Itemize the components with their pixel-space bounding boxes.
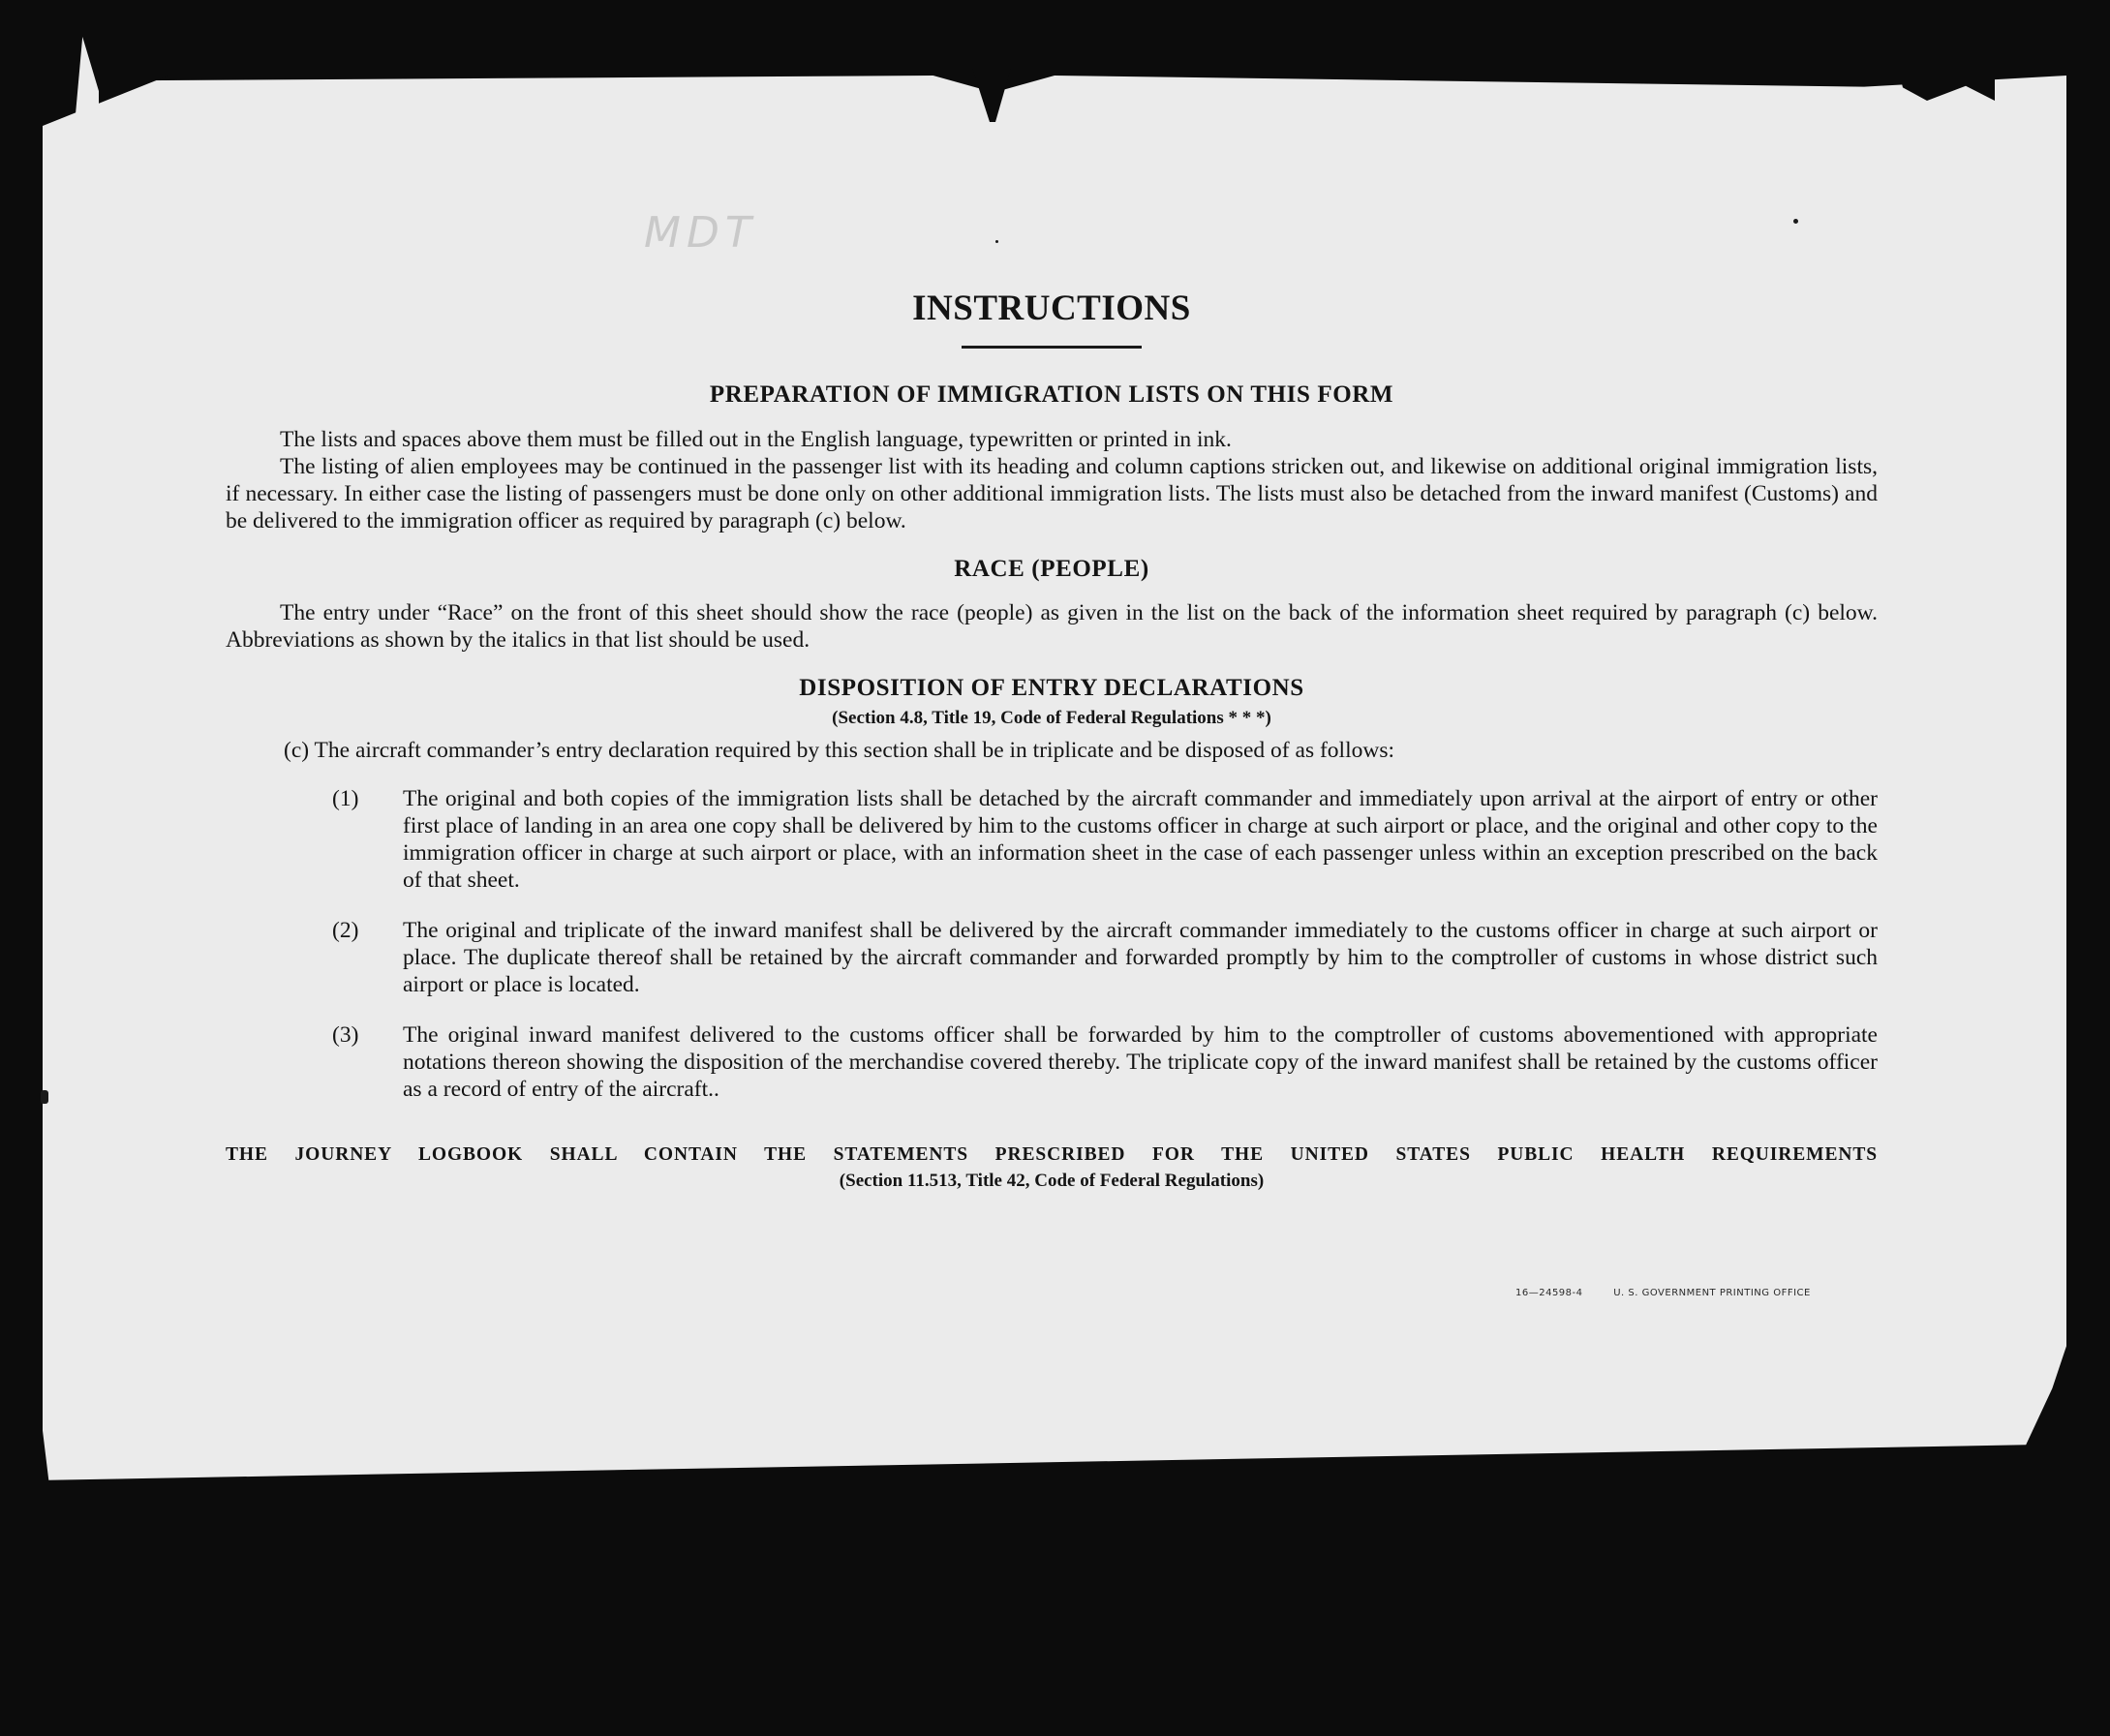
dust-speck [41, 1090, 48, 1104]
margin-annotation: MDT [644, 208, 757, 258]
list-item [226, 1021, 1878, 1103]
paragraph-entry-declaration: (c) The aircraft commander’s entry declaration required by this section shall be in triplicate and be disposed of as follows: [284, 738, 1394, 764]
title-underline [962, 346, 1142, 349]
list-item [226, 785, 1878, 894]
paragraph-alien-employees: The listing of alien employees may be continued in the passenger list with its heading and column captions stricken out, and likewise on additional original immigration lists, if necessary. In either case the listing of passengers must be done only on other additional immigration lists. The lists must also be detached from the inward manifest (Customs) and be delivered to the immigration officer as required by paragraph (c) below. [226, 453, 1878, 533]
list-item-text: The original and triplicate of the inward manifest shall be delivered by the aircraft commander immediately to the customs officer in charge at such airport or place. The duplicate thereof shall be retained by the aircraft commander and forwarded promptly by him to the comptroller of customs in whose district such airport or place is located. [403, 918, 1878, 998]
citation-title-42: (Section 11.513, Title 42, Code of Federal Regulations) [839, 1170, 1265, 1191]
public-health-statement: THE JOURNEY LOGBOOK SHALL CONTAIN THE STATEMENTS PRESCRIBED FOR THE UNITED STATES PUBLIC HEALTH REQUIREMENTS [226, 1144, 1878, 1166]
paragraph-race: The entry under “Race” on the front of this sheet should show the race (people) as given in the list on the back of the information sheet required by paragraph (c) below. Abbreviations as shown by the italics in that list should be used. [226, 600, 1878, 653]
printer-imprint [1515, 1288, 1811, 1298]
list-item-text: The original and both copies of the immigration lists shall be detached by the aircraft commander and immediately upon arrival at the airport of entry or other first place of landing in an area one copy shall be delivered by him to the customs officer in charge at such airport or place, and the original and other copy to the immigration officer in charge at such airport or place, with an information sheet in the case of each passenger unless within an exception prescribed on the back of that sheet. [403, 786, 1878, 894]
dust-speck [995, 240, 998, 243]
printer-name: U. S. GOVERNMENT PRINTING OFFICE [1613, 1288, 1811, 1298]
dust-speck [1793, 219, 1798, 224]
section-heading-preparation: PREPARATION OF IMMIGRATION LISTS ON THIS FORM [709, 381, 1394, 408]
list-item-text: The original inward manifest delivered to the customs officer shall be forwarded by him to the comptroller of customs abovementioned with appropriate notations thereon showing the disposition of the merchandise covered thereby. The triplicate copy of the inward manifest shall be retained by the customs officer as a record of entry of the aircraft.. [403, 1022, 1878, 1103]
instructions-body [226, 290, 1878, 1192]
section-heading-disposition: DISPOSITION OF ENTRY DECLARATIONS [799, 675, 1304, 701]
page-title: INSTRUCTIONS [912, 289, 1191, 328]
section-heading-race: RACE (PEOPLE) [954, 555, 1149, 582]
citation-title-19: (Section 4.8, Title 19, Code of Federal Regulations * * *) [832, 707, 1271, 728]
list-item-number: (2) [332, 918, 359, 944]
folded-corner [43, 76, 168, 126]
list-item [226, 917, 1878, 998]
list-item-number: (3) [332, 1022, 359, 1049]
paragraph-language: The lists and spaces above them must be filled out in the English language, typewritten or printed in ink. [280, 426, 1232, 452]
form-number: 16—24598-4 [1515, 1288, 1583, 1298]
list-item-number: (1) [332, 786, 359, 812]
